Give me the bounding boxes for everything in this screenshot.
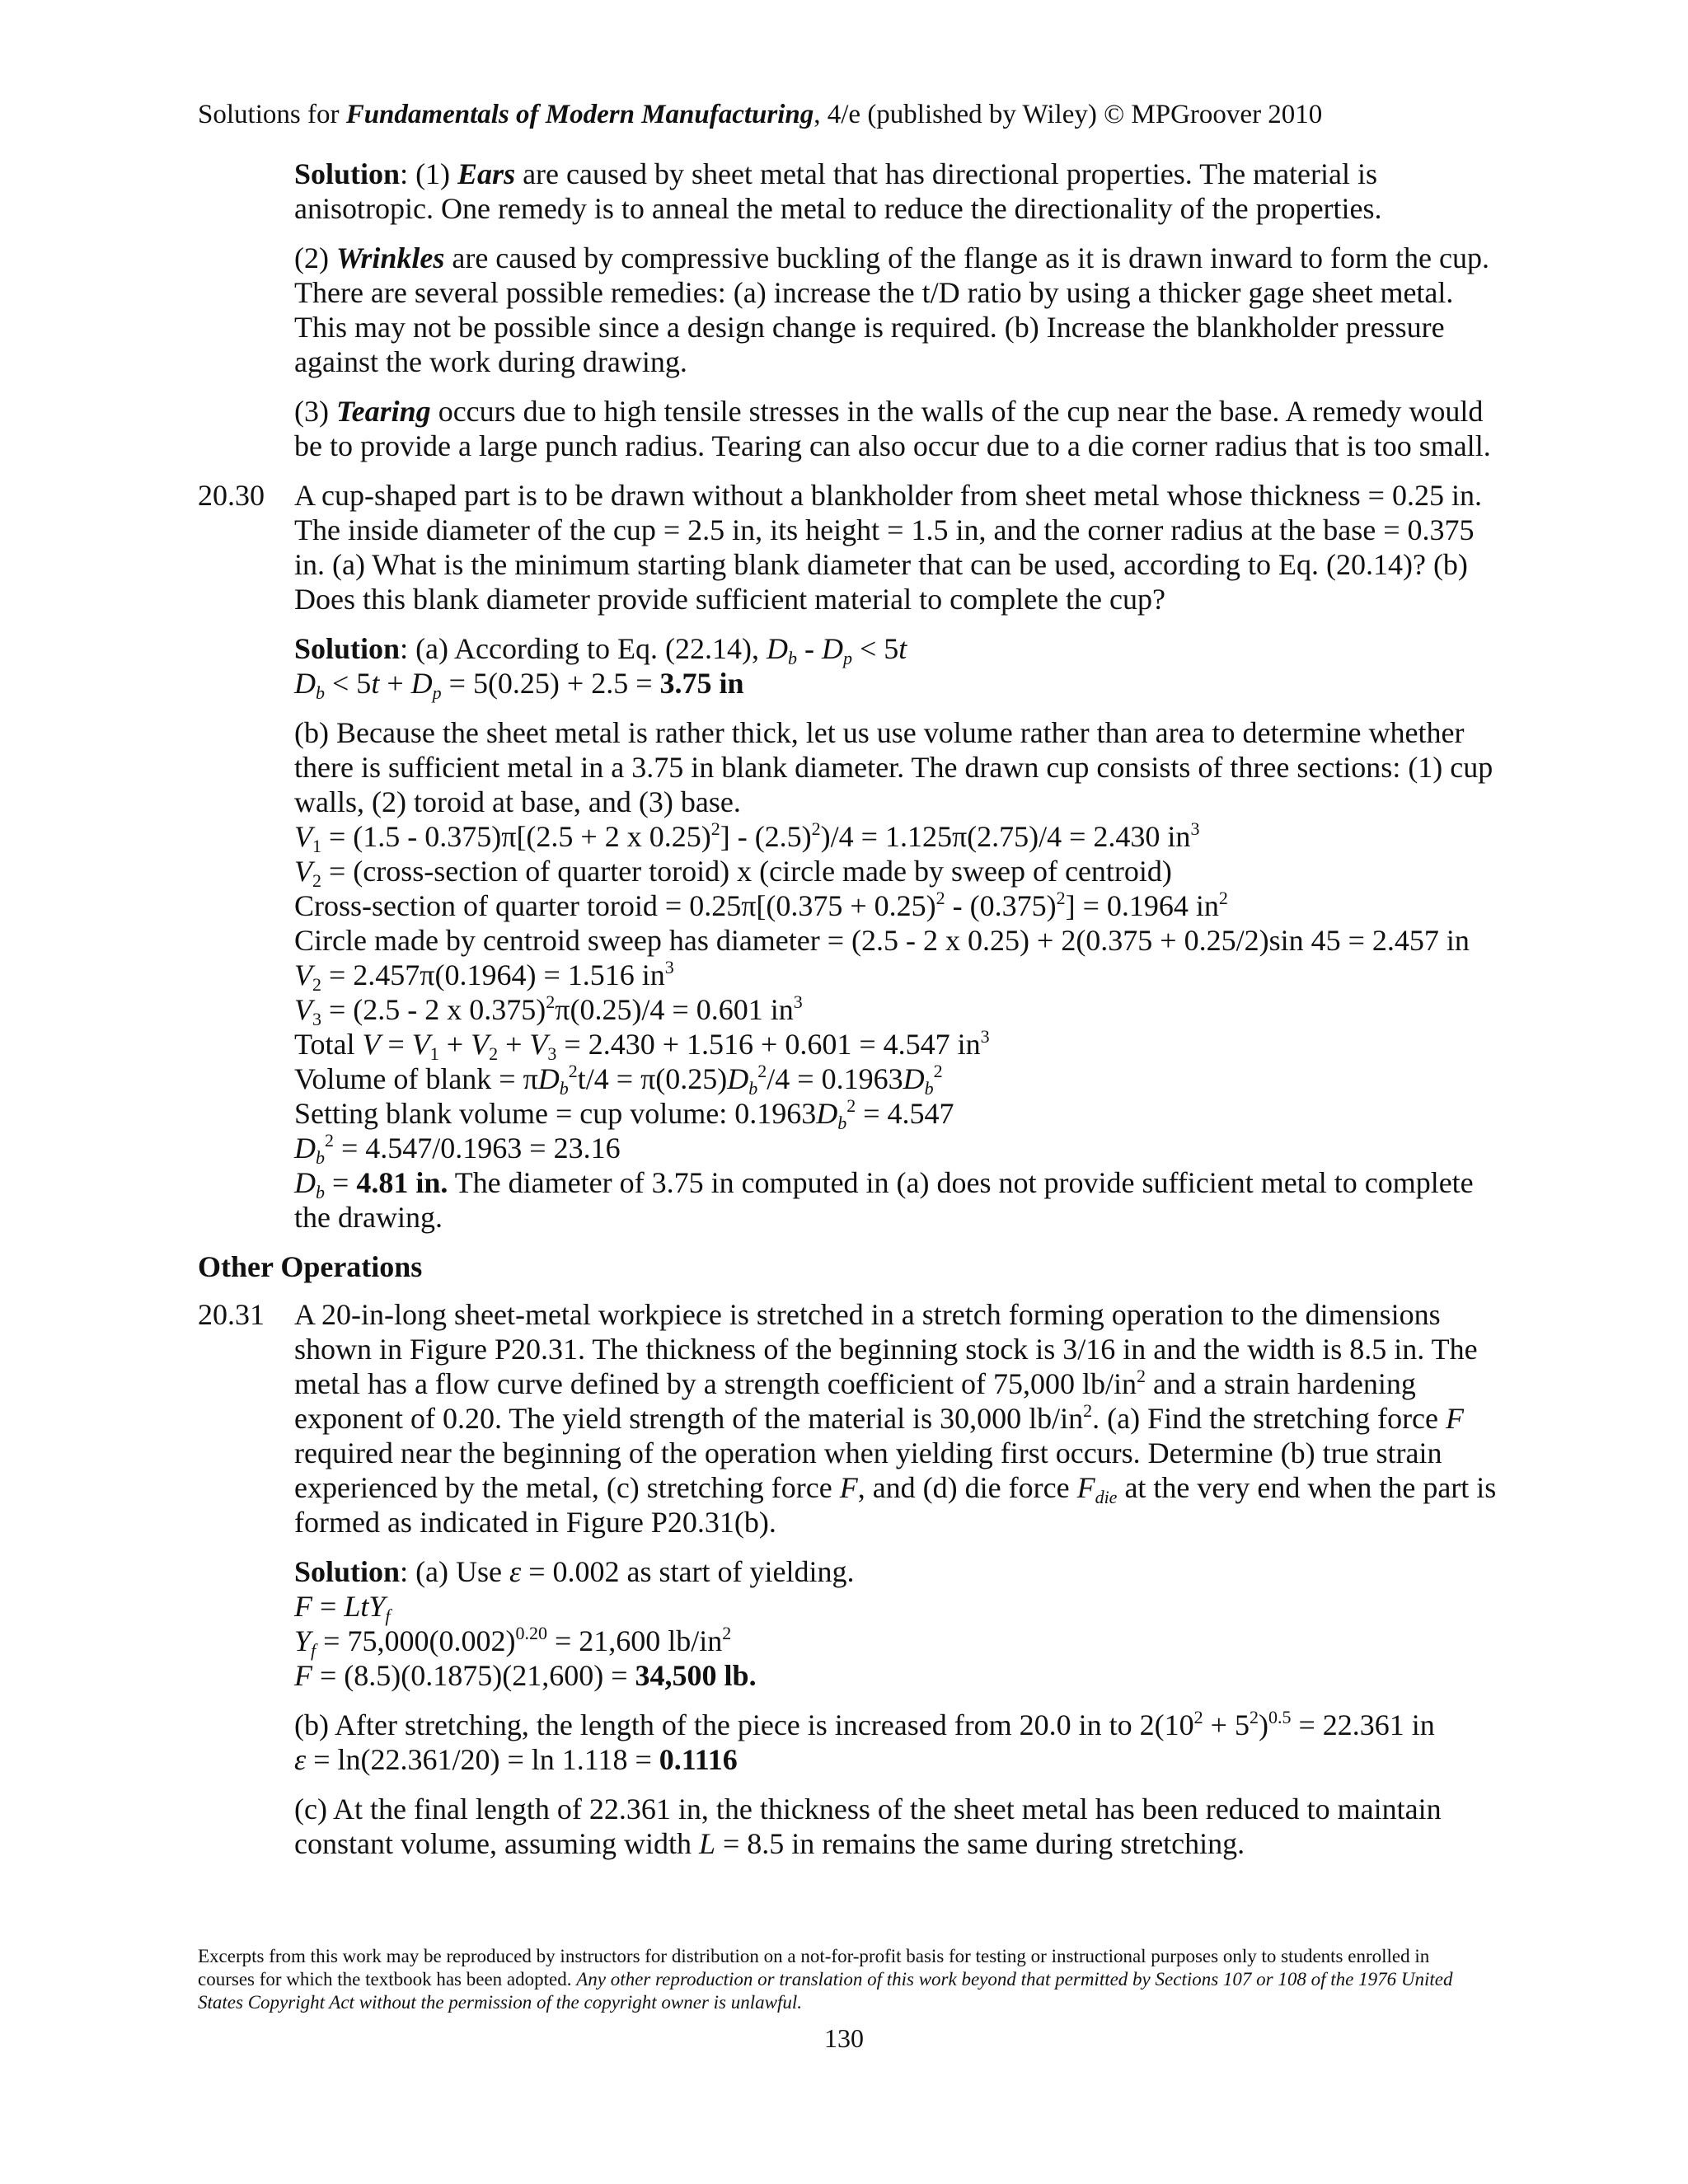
solution-label: Solution [294,632,401,665]
equation-v1: $V_1 = (1.5 - 0.375)\pi[(2.5 + 2$ x $0.25)^2] - (2.5)^2)/4 = 1.125\pi(2.75)/4 = 2.430$ $in^3$ [294,818,1200,856]
equation-true-strain: ε = ln(22.361/20) = ln 1.118 = 0.1116 [294,1743,738,1776]
term-ears: Ears [457,157,516,190]
equation-total-volume: Total $V = V_1 + V_2 + V_3 = 2.430 + 1.516 + 0.601 = 4.547$ $in^3$ [294,1026,990,1064]
solution-tearing-paragraph: (3) Tearing occurs due to high tensile stresses in the walls of the cup near the base. A remedy would be to provide a large punch radius. Tearing can also occur due to a die corner radius that is too small. [294,395,1491,462]
equation-f-value: F = (8.5)(0.1875)(21,600) = 34,500 lb. [294,1659,757,1692]
equation-v3: $V_3 = (2.5 - 2$ x 0.375)$^2$π(0.25)/4 = 0.601 $in^3$ [294,991,803,1029]
equation-yf: $Y_f = 75,000(0.002)^{0.20} = 21,600$ $lb/in^2$ [294,1623,732,1661]
solution-a-line-2: $D_b < 5t + D_p = 5(0.25) + 2.5 = 3.75$ in [294,667,744,703]
solution-20-30 [198,631,1500,1235]
header-book-title: Fundamentals of Modern Manufacturing [345,100,814,129]
term-wrinkles: Wrinkles [335,241,445,274]
section-heading-other-operations: Other Operations [198,1250,423,1283]
header-suffix: , 4/e (published by Wiley) © MPGroover 2010 [814,100,1323,129]
equation-cross-section: Cross-section of quarter toroid = $0.25\pi[(0.375 + 0.25)^2 - (0.375)^2] = 0.1964$ $in^2$ [294,888,1228,922]
problem-text: A cup-shaped part is to be drawn without a blankholder from sheet metal whose thickness = 0.25 in. The inside diameter of the cup = 2.5 in, its height = 1.5 in, and the corner radius at the base = 0.375 in. (a) What is the minimum starting blank diameter that can be used, according to Eq. (20.14)? (b) Does this blank diameter provide sufficient material to complete the cup? [294,479,1482,616]
equation-circle: Circle made by centroid sweep has diameter = (2.5 - 2 x 0.25) + 2(0.375 + 0.25/2)sin 45 = 2.457 in [294,924,1470,957]
term-tearing: Tearing [335,395,431,428]
equation-db-squared: $D_b^2 = 4.547/0.1963 = 23.16$ [294,1130,621,1168]
answer-b: 4.81 in. [356,1166,448,1199]
solution-20-31 [198,1554,1500,1861]
page-number: 130 [824,2023,864,2053]
page-header [198,97,1550,132]
answer-a: 34,500 lb. [635,1659,757,1692]
solution-c-paragraph: (c) At the final length of 22.361 in, the thickness of the sheet metal has been reduced to maintain constant volume, assuming width L = 8.5 in remains the same during stretching. [294,1793,1442,1860]
equation-blank-volume: Volume of blank = $\pi D_b^2t/4 = \pi(0.25)D_b^2/4 = 0.1963D_b^2$ [294,1061,943,1099]
answer-b: 0.1116 [659,1743,738,1776]
problem-20-31 [198,1297,1500,1540]
equation-db-result: $D_b = 4.81$ in. The diameter of 3.75 in computed in (a) does not provide sufficient metal to complete the drawing. [294,1166,1474,1234]
problem-text: A 20-in-long sheet-metal workpiece is stretched in a stretch forming operation to the dimensions shown in Figure P20.31. The thickness of the beginning stock is 3/16 in and the width is 8.5 in. The metal has a flow curve defined by a strength coefficient of 75,000 $lb/in^2$ and a strain hardening exponent of 0.20. The yield strength of the material is 30,000 $lb/in^2$. (a) Find the stretching force F required near the beginning of the operation when yielding first occurs. Determine (b) true strain experienced by the metal, (c) stretching force F, and (d) die force $F_{die}$ at the very end when the part is formed as indicated in Figure P20.31(b). [294,1298,1497,1539]
solution-b-paragraph: (b) Because the sheet metal is rather thick, let us use volume rather than area to determine whether there is sufficient metal in a 3.75 in blank diameter. The drawn cup consists of three sections: (1) cup walls, (2) toroid at base, and (3) base. [294,716,1493,818]
equation-v2-value: $V_2 = 2.457\pi(0.1964) = 1.516$ $in^3$ [294,957,674,995]
solution-wrinkles-paragraph: (2) Wrinkles are caused by compressive buckling of the flange as it is drawn inward to form the cup. There are several possible remedies: (a) increase the t/D ratio by using a thicker gage sheet metal. This may not be possible since a design change is required. (b) Increase the blankholder pressure against the work during drawing. [294,241,1489,378]
equation-v2-definition: $V_2$ = (cross-section of quarter toroid) x (circle made by sweep of centroid) [294,855,1172,891]
solution-20-29 [198,157,1500,463]
problem-number: 20.31 [198,1298,265,1331]
solution-label: Solution [294,1555,401,1588]
solution-label: Solution [294,157,401,190]
solution-a-line-1: Solution: (a) According to Eq. (22.14), $D_b - D_p < 5t$ [294,632,907,668]
solution-b-line-1: (b) After stretching, the length of the piece is increased from 20.0 in to $2(10^2 + 5^2)^{0.5} = 22.361$ in [294,1707,1435,1741]
problem-number: 20.30 [198,479,265,512]
problem-20-30 [198,478,1500,616]
page-body [198,157,1500,1876]
equation-setting-volume: Setting blank volume = cup volume: $0.1963D_b^2 = 4.547$ [294,1095,954,1133]
copyright-footer: Excerpts from this work may be reproduced by instructors for distribution on a not-for-profit basis for testing or instructional purposes only to students enrolled in courses for which the textbook has been adopted. Any other reproduction or translation of this work beyond that permitted by Sections 107 or 108 of the 1976 United States Copyright Act without the permission of the copyright owner is unlawful. [198,1946,1453,2013]
header-prefix: Solutions for [198,100,346,129]
solution-ears-paragraph: Solution: (1) Ears are caused by sheet metal that has directional properties. The material is anisotropic. One remedy is to anneal the metal to reduce the directionality of the properties. [294,157,1382,225]
equation-f-ltyf: F = LtY$_f$ [294,1590,391,1626]
solution-a-line-1: Solution: (a) Use ε = 0.002 as start of yielding. [294,1555,855,1588]
answer-a: 3.75 in [659,667,744,700]
